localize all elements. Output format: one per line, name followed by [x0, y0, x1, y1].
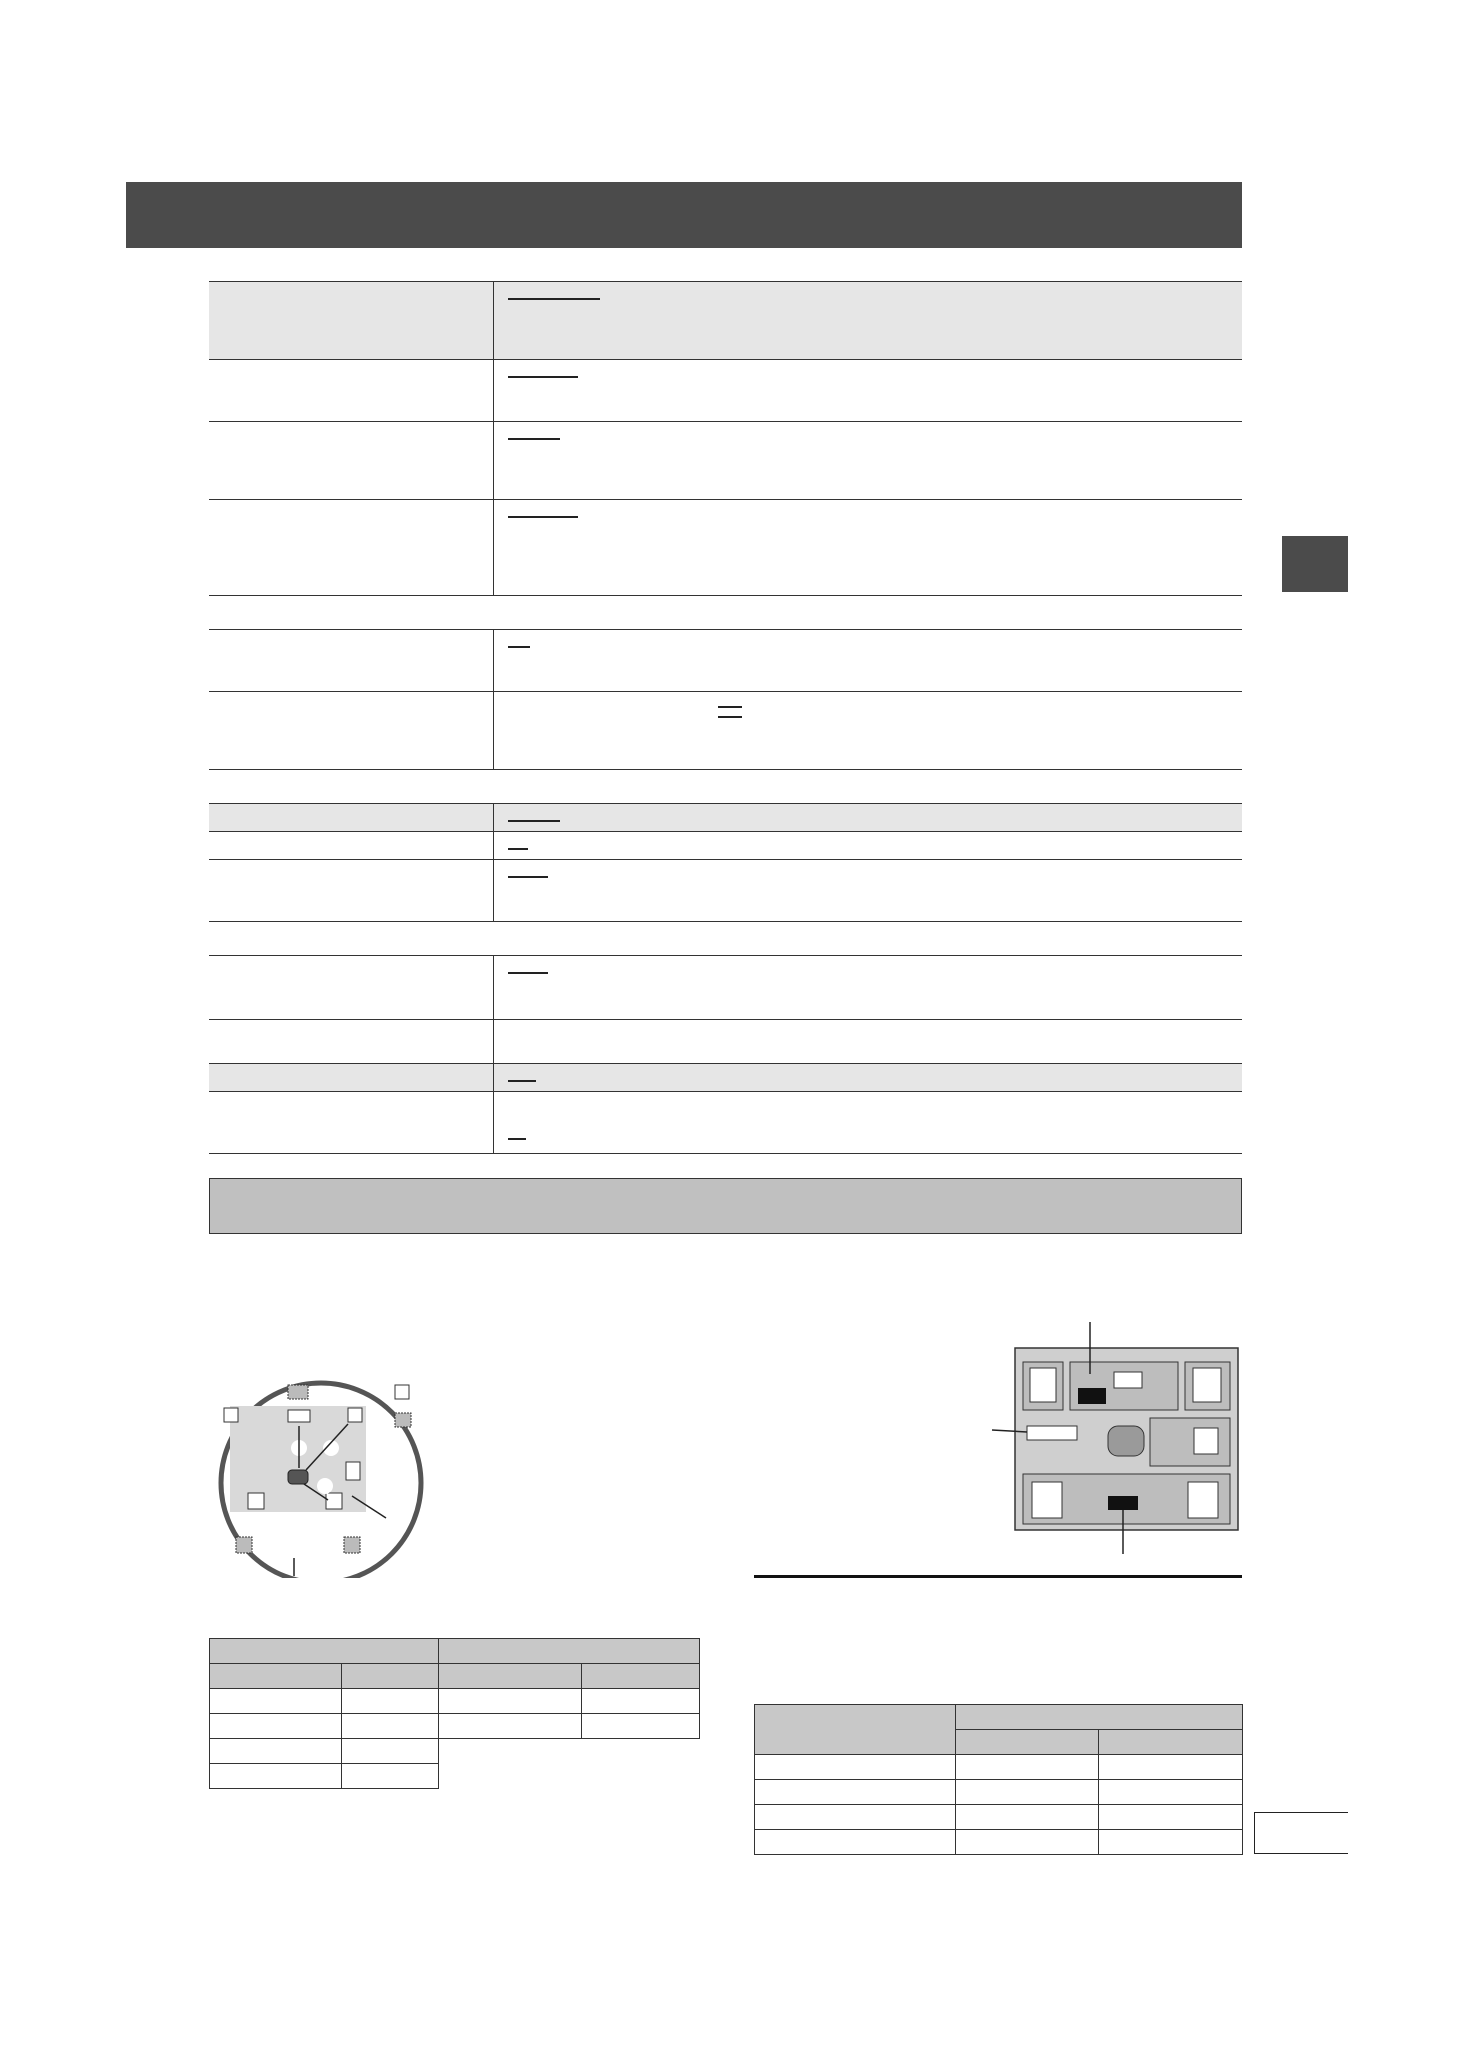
default-option-underline [508, 298, 600, 300]
table-cell [1099, 1755, 1243, 1780]
table-cell [439, 1714, 582, 1739]
highlight-marker [1078, 1388, 1106, 1404]
setting-label [209, 630, 494, 692]
setting-value [494, 1020, 1243, 1064]
setting-value [494, 832, 1243, 860]
header-group [210, 1639, 439, 1664]
subwoofer-icon [346, 1462, 360, 1480]
setting-value [494, 804, 1243, 832]
header-group [956, 1705, 1243, 1730]
default-option-underline [508, 376, 578, 378]
default-option-underline [508, 820, 560, 822]
default-option-underline [508, 848, 528, 850]
table-cell [342, 1764, 439, 1789]
surround-left-speaker-icon [248, 1493, 264, 1509]
default-option-underline [508, 646, 530, 648]
table-cell [342, 1714, 439, 1739]
setting-value [494, 282, 1243, 360]
default-option-underline [508, 438, 560, 440]
table-row [755, 1805, 1243, 1830]
default-option-underline [508, 876, 548, 878]
setting-value [494, 630, 1243, 692]
legend-optional-speaker-icon [395, 1413, 411, 1427]
setting-label [209, 692, 494, 770]
settings-row [209, 1020, 1242, 1064]
table-cell [755, 1755, 956, 1780]
rear-right-speaker-icon [1188, 1482, 1218, 1518]
setting-label [209, 1020, 494, 1064]
column-header [439, 1664, 582, 1689]
table-cell [210, 1714, 342, 1739]
setting-label [209, 956, 494, 1020]
table-cell [956, 1755, 1099, 1780]
setting-label [209, 500, 494, 596]
table-cell [1099, 1780, 1243, 1805]
front-right-speaker-icon [348, 1408, 362, 1422]
column-header [210, 1664, 342, 1689]
setting-label [209, 1092, 494, 1154]
settings-row [209, 832, 1242, 860]
table-row [755, 1780, 1243, 1805]
highlight-marker [1108, 1496, 1138, 1510]
table-cell [956, 1780, 1099, 1805]
table-cell [755, 1805, 956, 1830]
listener-chair-icon [1108, 1426, 1144, 1456]
section-heading [209, 596, 1242, 630]
table-cell [956, 1830, 1099, 1855]
setting-label [209, 422, 494, 500]
setting-label [209, 282, 494, 360]
setting-label [209, 360, 494, 422]
table-row [210, 1689, 700, 1714]
surround-right-speaker-icon [326, 1493, 342, 1509]
setting-value [494, 360, 1243, 422]
setting-label [209, 832, 494, 860]
front-right-speaker-icon [1193, 1368, 1221, 1402]
table-cell [956, 1805, 1099, 1830]
setting-value [494, 1092, 1243, 1154]
default-option-underline [718, 706, 742, 708]
page-header-bar [126, 182, 1242, 248]
center-speaker-icon [288, 1410, 310, 1422]
settings-table [209, 281, 1242, 1154]
channel-table [209, 1638, 700, 1789]
table-cell [439, 1689, 582, 1714]
subwoofer-icon [1194, 1428, 1218, 1454]
optional-speaker-left-icon [236, 1537, 252, 1553]
default-option-underline [508, 516, 578, 518]
settings-row [209, 804, 1242, 832]
front-left-speaker-icon [1030, 1368, 1056, 1402]
distance-marker [317, 1478, 333, 1494]
distance-table [754, 1704, 1243, 1855]
settings-row [209, 630, 1242, 692]
table-cell [342, 1689, 439, 1714]
front-left-speaker-icon [224, 1408, 238, 1422]
table-row [755, 1755, 1243, 1780]
listener-icon [288, 1470, 308, 1484]
table-cell [755, 1780, 956, 1805]
table-row [210, 1714, 700, 1739]
column-header [342, 1664, 439, 1689]
page-number-box [1254, 1812, 1348, 1854]
settings-row [209, 360, 1242, 422]
default-option-underline [508, 1138, 526, 1140]
table-cell [582, 1689, 700, 1714]
table-cell [210, 1764, 342, 1789]
setting-value [494, 692, 1243, 770]
table-row [210, 1764, 700, 1789]
legend-speaker-icon [395, 1385, 409, 1399]
header-group [439, 1639, 700, 1664]
settings-section-row [209, 922, 1242, 956]
table-row [755, 1830, 1243, 1855]
table-row [210, 1739, 700, 1764]
speaker-placement-diagram [200, 1368, 440, 1578]
optional-speaker-right-icon [344, 1537, 360, 1553]
center-speaker-icon [1114, 1372, 1142, 1388]
settings-row [209, 1064, 1242, 1092]
room-layout-diagram [990, 1322, 1240, 1554]
setting-value [494, 956, 1243, 1020]
rear-left-speaker-icon [1032, 1482, 1062, 1518]
column-header [956, 1730, 1099, 1755]
setting-label [209, 1064, 494, 1092]
setting-value [494, 500, 1243, 596]
row-header [755, 1705, 956, 1755]
settings-row [209, 500, 1242, 596]
section-heading [209, 922, 1242, 956]
section-heading [209, 770, 1242, 804]
table-cell [210, 1739, 342, 1764]
settings-row [209, 282, 1242, 360]
section-rule [754, 1575, 1242, 1578]
settings-row [209, 860, 1242, 922]
settings-row [209, 422, 1242, 500]
setting-label [209, 860, 494, 922]
table-cell [755, 1830, 956, 1855]
settings-section-row [209, 596, 1242, 630]
setting-value [494, 860, 1243, 922]
table-cell [210, 1689, 342, 1714]
label-box [1027, 1426, 1077, 1440]
table-cell [342, 1739, 439, 1764]
default-option-underline [508, 1080, 536, 1082]
table-cell [1099, 1830, 1243, 1855]
default-option-underline [718, 716, 742, 718]
settings-row [209, 1092, 1242, 1154]
settings-row [209, 956, 1242, 1020]
setting-value [494, 422, 1243, 500]
settings-section-row [209, 770, 1242, 804]
chapter-side-tab [1282, 536, 1348, 592]
table-cell [582, 1714, 700, 1739]
setting-value [494, 1064, 1243, 1092]
table-cell [1099, 1805, 1243, 1830]
setting-label [209, 804, 494, 832]
column-header [582, 1664, 700, 1689]
note-box [209, 1178, 1242, 1234]
optional-speaker-top-icon [288, 1385, 308, 1399]
default-option-underline [508, 972, 548, 974]
column-header [1099, 1730, 1243, 1755]
settings-row [209, 692, 1242, 770]
